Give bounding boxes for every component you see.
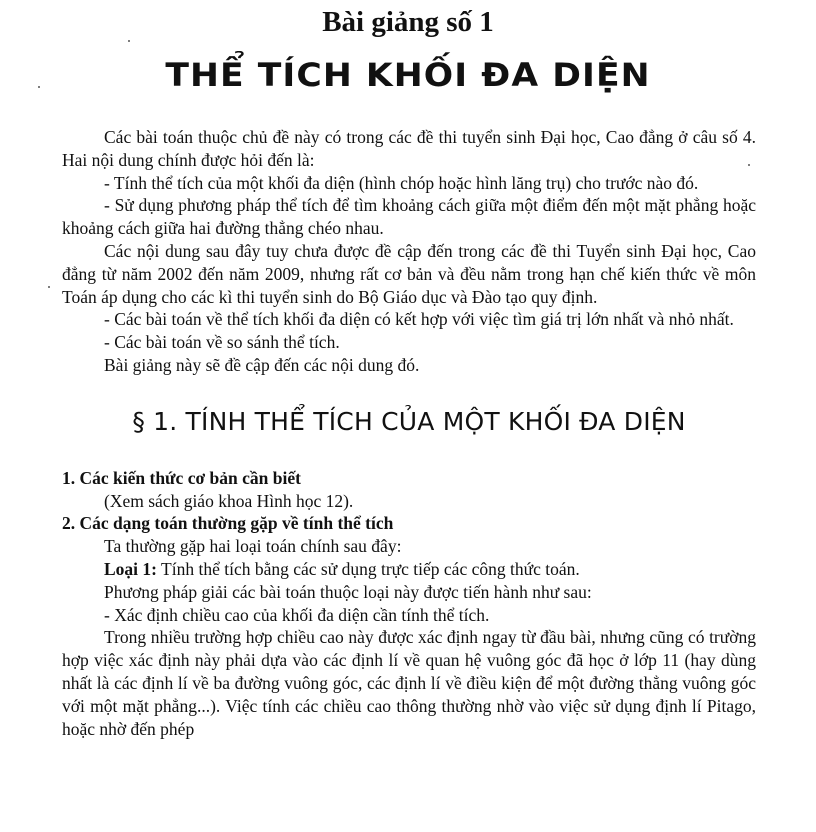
scan-speck <box>748 164 750 166</box>
subheading-1-text: (Xem sách giáo khoa Hình học 12). <box>104 490 354 511</box>
type-1-paragraph <box>62 558 756 581</box>
subheading-1: 1. Các kiến thức cơ bản cần biết <box>62 467 301 488</box>
document-body <box>62 126 756 740</box>
type-1-label: Loại 1: <box>104 558 157 579</box>
intro-paragraph-2: - Tính thể tích của một khối đa diện (hình chóp hoặc hình lăng trụ) cho trước nào đó. <box>104 172 699 193</box>
subheading-2-text: Ta thường gặp hai loại toán chính sau đây: <box>104 536 402 557</box>
intro-paragraph-6: - Các bài toán về so sánh thể tích. <box>104 332 340 353</box>
final-paragraph: Trong nhiều trường hợp chiều cao này được xác định ngay từ đầu bài, nhưng cũng có trường hợp việc xác định này phải dựa vào các định lí về quan hệ vuông góc đã học ở lớp 11 (hay dùng nhất là các định lí về ba đường vuông góc, các định lí về điều kiện để một đường thẳng vuông góc với một mặt phẳng...). Việc tính các chiều cao thông thường nhờ vào việc sử dụng định lí Pitago, hoặc nhờ đến phép <box>62 627 756 739</box>
page-title: THỂ TÍCH KHỐI ĐA DIỆN <box>165 56 651 94</box>
scan-speck <box>48 286 50 288</box>
type-1-text: Tính thể tích bằng các sử dụng trực tiếp các công thức toán. <box>157 558 580 579</box>
intro-paragraph-4: Các nội dung sau đây tuy chưa được đề cập đến trong các đề thi Tuyển sinh Đại học, Cao đẳng từ năm 2002 đến năm 2009, nhưng rất cơ bản và đều nằm trong hạn chế kiến thức về môn Toán áp dụng cho các kì thi tuyển sinh do Bộ Giáo dục và Đào tạo quy định. <box>62 240 756 307</box>
intro-paragraph-1: Các bài toán thuộc chủ đề này có trong các đề thi tuyển sinh Đại học, Cao đẳng ở câu số 4. Hai nội dung chính được hỏi đến là: <box>62 127 756 170</box>
lecture-number: Bài giảng số 1 <box>322 6 494 38</box>
intro-paragraph-7: Bài giảng này sẽ đề cập đến các nội dung đó. <box>104 354 420 375</box>
intro-paragraph-3: - Sử dụng phương pháp thể tích để tìm khoảng cách giữa một điểm đến một mặt phẳng hoặc khoảng cách giữa hai đường thẳng chéo nhau. <box>62 195 756 239</box>
scan-speck <box>128 40 130 42</box>
method-paragraph: Phương pháp giải các bài toán thuộc loại này được tiến hành như sau: <box>104 581 592 602</box>
subheading-2: 2. Các dạng toán thường gặp về tính thể tích <box>62 513 394 534</box>
scan-speck <box>38 86 40 88</box>
section-heading: § 1. TÍNH THỂ TÍCH CỦA MỘT KHỐI ĐA DIỆN <box>132 406 686 436</box>
step-1-paragraph: - Xác định chiều cao của khối đa diện cần tính thể tích. <box>104 604 490 625</box>
intro-paragraph-5: - Các bài toán về thể tích khối đa diện có kết hợp với việc tìm giá trị lớn nhất và nhỏ nhất. <box>104 309 734 330</box>
